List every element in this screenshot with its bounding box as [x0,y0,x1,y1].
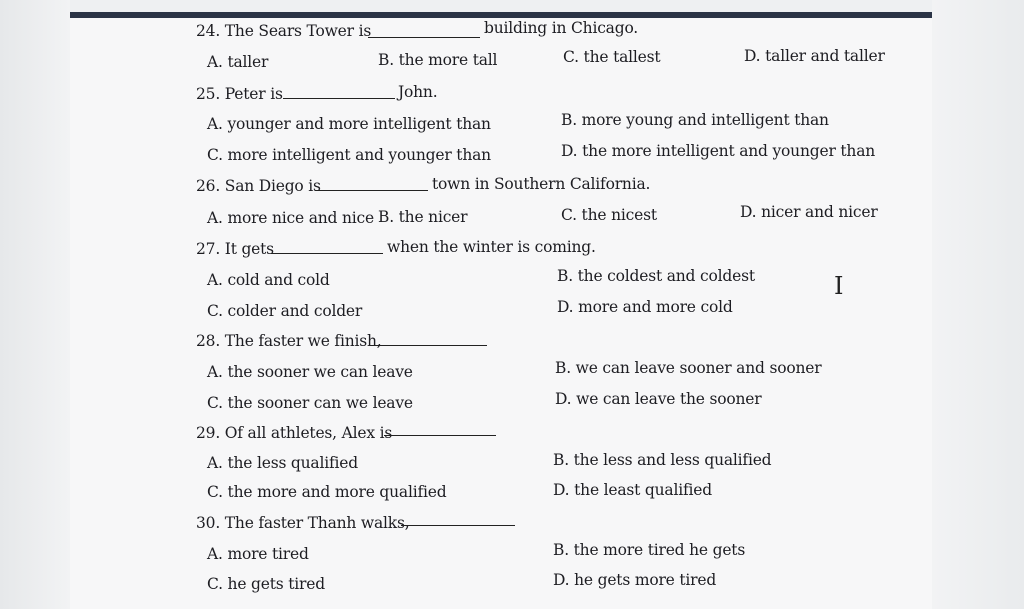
question-28-blank[interactable] [369,345,487,346]
question-24-blank[interactable] [368,37,480,38]
question-28-option-a[interactable]: A. the sooner we can leave [207,363,413,381]
question-30-option-b[interactable]: B. the more tired he gets [553,541,746,559]
question-27-stem-end: when the winter is coming. [387,238,596,256]
question-24-stem: 24. The Sears Tower is [196,22,372,40]
question-26-stem-end: town in Southern California. [432,175,651,193]
question-29-stem: 29. Of all athletes, Alex is [196,424,393,442]
question-25-option-a[interactable]: A. younger and more intelligent than [207,115,491,133]
text-cursor-icon: I [834,272,844,300]
page-top-border [70,12,932,18]
question-29-option-d[interactable]: D. the least qualified [553,481,712,499]
question-28-option-c[interactable]: C. the sooner can we leave [207,394,413,412]
question-26-option-c[interactable]: C. the nicest [561,206,657,224]
question-24-option-d[interactable]: D. taller and taller [744,47,885,65]
question-24-option-a[interactable]: A. taller [207,53,269,71]
question-27-option-a[interactable]: A. cold and cold [207,271,330,289]
question-25-blank[interactable] [283,98,395,99]
question-29-option-c[interactable]: C. the more and more qualified [207,483,447,501]
question-26-stem: 26. San Diego is [196,177,321,195]
question-30-option-a[interactable]: A. more tired [207,545,309,563]
question-30-option-d[interactable]: D. he gets more tired [553,571,717,589]
left-margin-shade [0,0,70,609]
question-28-stem: 28. The faster we finish, [196,332,382,350]
question-29-option-a[interactable]: A. the less qualified [207,454,358,472]
question-24-option-c[interactable]: C. the tallest [563,48,661,66]
question-29-option-b[interactable]: B. the less and less qualified [553,451,772,469]
question-27-option-d[interactable]: D. more and more cold [557,298,733,316]
question-24-option-b[interactable]: B. the more tall [378,51,498,69]
right-margin-shade [932,0,1024,609]
question-27-blank[interactable] [271,253,383,254]
question-25-stem-end: John. [398,83,438,101]
question-28-option-b[interactable]: B. we can leave sooner and sooner [555,359,822,377]
question-26-option-d[interactable]: D. nicer and nicer [740,203,878,221]
question-25-option-d[interactable]: D. the more intelligent and younger than [561,142,876,160]
question-25-stem: 25. Peter is [196,85,283,103]
question-30-blank[interactable] [401,525,515,526]
question-29-blank[interactable] [384,435,496,436]
question-25-option-c[interactable]: C. more intelligent and younger than [207,146,491,164]
question-26-option-a[interactable]: A. more nice and nice [207,209,374,227]
question-26-option-b[interactable]: B. the nicer [378,208,468,226]
question-27-stem: 27. It gets [196,240,274,258]
question-26-blank[interactable] [315,190,428,191]
question-24-stem-end: building in Chicago. [484,19,639,37]
question-30-option-c[interactable]: C. he gets tired [207,575,325,593]
question-27-option-c[interactable]: C. colder and colder [207,302,363,320]
question-25-option-b[interactable]: B. more young and intelligent than [561,111,829,129]
question-30-stem: 30. The faster Thanh walks, [196,514,410,532]
question-28-option-d[interactable]: D. we can leave the sooner [555,390,762,408]
question-27-option-b[interactable]: B. the coldest and coldest [557,267,755,285]
